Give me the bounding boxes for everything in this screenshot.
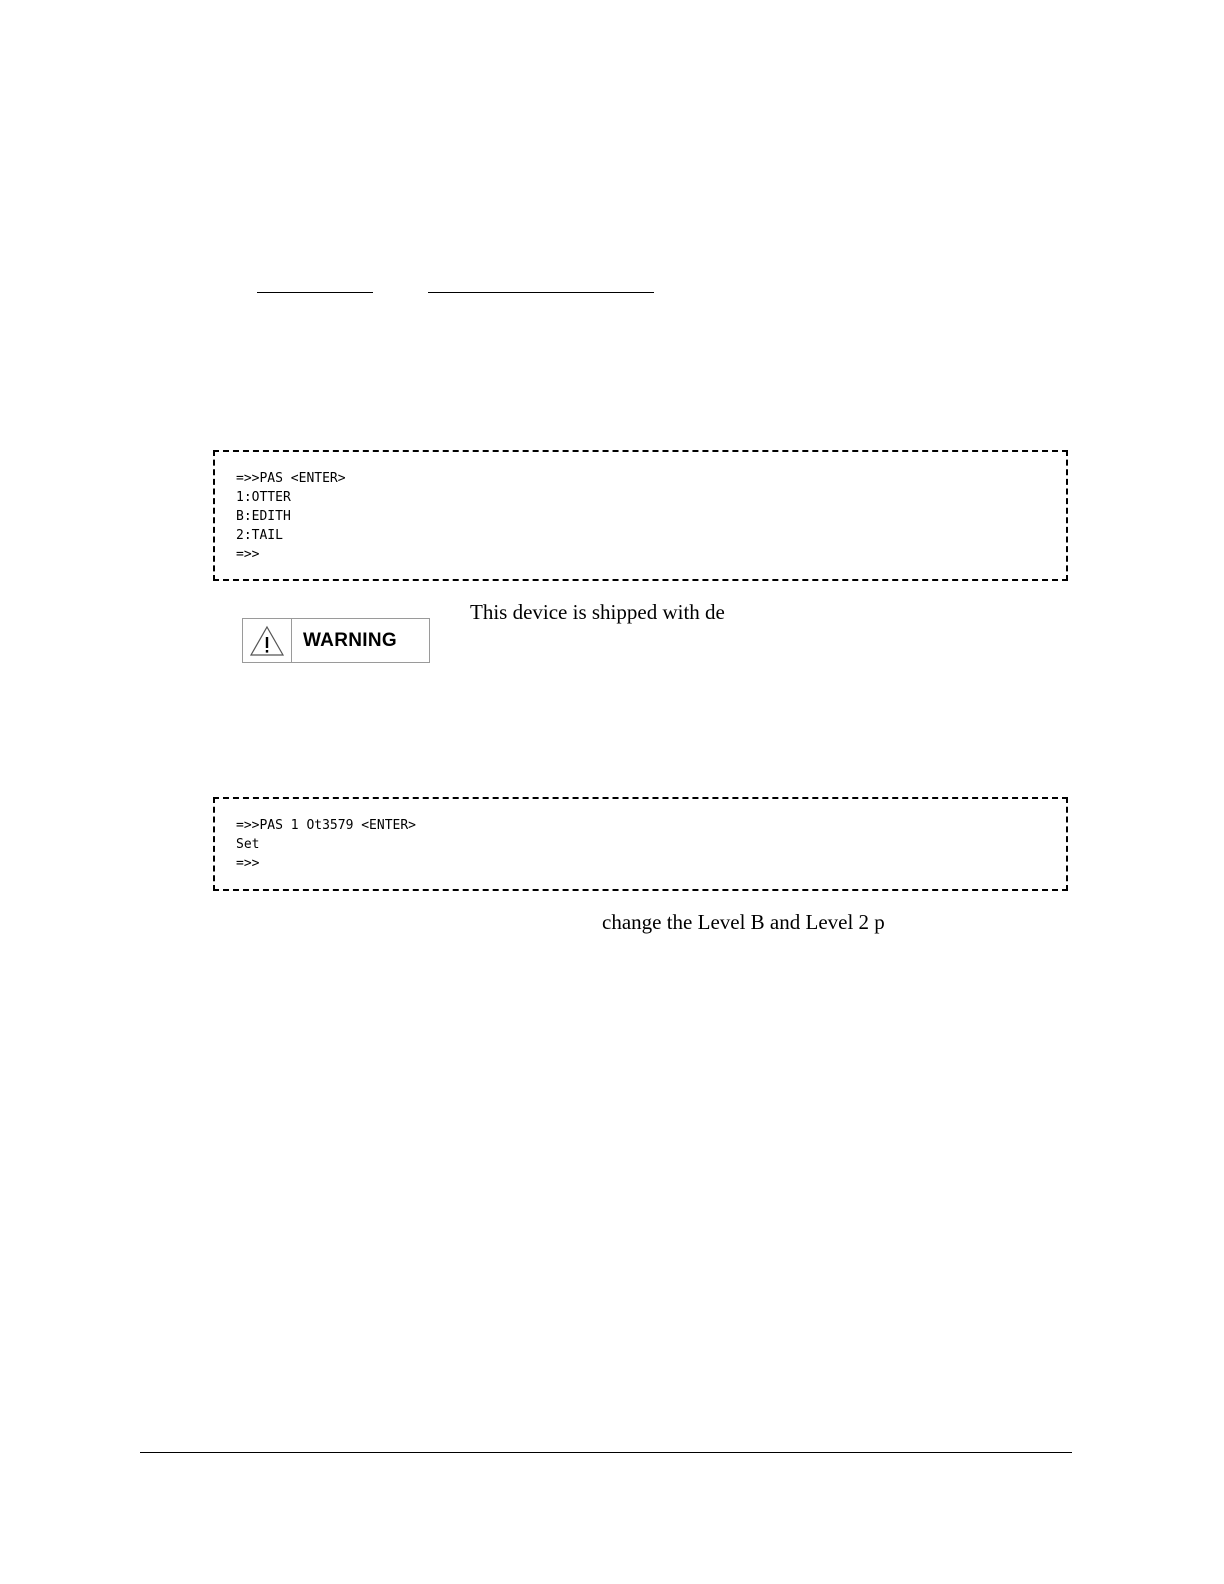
terminal-line: 1:OTTER	[236, 490, 291, 505]
underline-rule-long	[428, 292, 654, 293]
warning-triangle-icon	[243, 619, 292, 662]
footer-rule	[140, 1452, 1072, 1453]
terminal-line: 2:TAIL	[236, 528, 283, 543]
underline-rule-short	[257, 292, 373, 293]
warning-text: This device is shipped with de	[470, 600, 725, 624]
terminal-output-set-password	[213, 797, 1068, 891]
terminal-line: B:EDITH	[236, 509, 291, 524]
terminal-output-password-list	[213, 450, 1068, 581]
terminal-line: =>>PAS 1 Ot3579 <ENTER>	[236, 818, 417, 833]
warning-badge	[242, 618, 430, 663]
terminal-line: =>>PAS <ENTER>	[236, 471, 346, 486]
instruction-text: change the Level B and Level 2 p	[602, 910, 885, 934]
terminal-line: =>>	[236, 856, 260, 871]
terminal-line: Set	[236, 837, 260, 852]
terminal-line: =>>	[236, 547, 260, 562]
warning-label: WARNING	[303, 629, 397, 651]
